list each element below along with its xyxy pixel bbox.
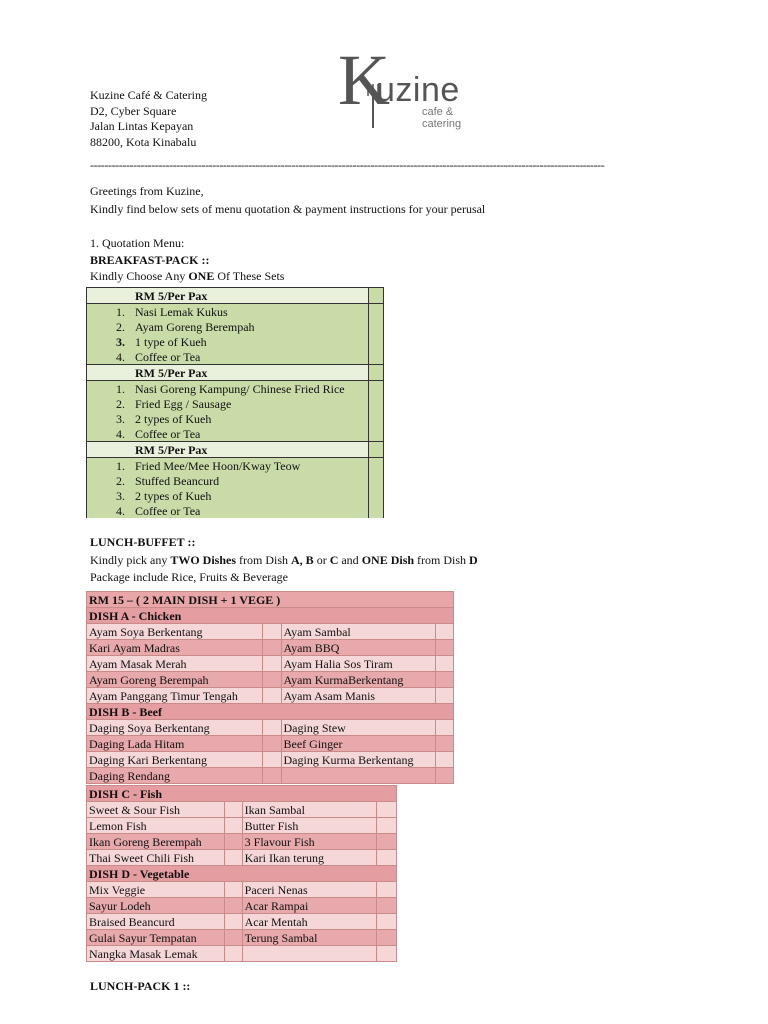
dish-item: Ayam Sambal (281, 624, 435, 640)
dish-item: Acar Rampai (242, 898, 377, 914)
dish-item: Thai Sweet Chili Fish (87, 850, 225, 866)
instruction-text: from Dish (414, 553, 470, 567)
item-number: 1. (116, 304, 125, 319)
menu-item (87, 426, 369, 442)
buffet-price-header: RM 15 – ( 2 MAIN DISH + 1 VEGE ) (87, 592, 454, 608)
lunch-buffet-instruction (90, 552, 478, 568)
instruction-text: Kindly Choose Any (90, 269, 189, 283)
empty-cell (435, 752, 453, 768)
side-cell (369, 503, 384, 518)
instruction-emphasis: TWO Dishes (170, 553, 237, 567)
menu-item (87, 396, 369, 411)
address-line: Jalan Lintas Kepayan (90, 119, 194, 133)
dish-item: Kari Ayam Madras (87, 640, 263, 656)
side-cell (369, 396, 384, 411)
instruction-text: Kindly pick any (90, 553, 171, 567)
dish-item: Ikan Goreng Berempah (87, 834, 225, 850)
empty-cell (263, 688, 281, 704)
empty-cell (263, 656, 281, 672)
menu-item (87, 473, 369, 488)
dish-item: Ayam Halia Sos Tiram (281, 656, 435, 672)
greeting-text: Greetings from Kuzine, (90, 184, 204, 198)
address-line: 88200, Kota Kinabalu (90, 134, 197, 149)
empty-cell (377, 914, 397, 930)
empty-cell (263, 640, 281, 656)
item-number: 3. (116, 334, 125, 349)
empty-cell (435, 656, 453, 672)
side-cell (369, 426, 384, 442)
empty-cell (377, 802, 397, 818)
dish-item: Nangka Masak Lemak (87, 946, 225, 962)
instruction-emphasis: A, B (291, 553, 314, 567)
dish-item: Ayam Goreng Berempah (87, 672, 263, 688)
dish-item: Gulai Sayur Tempatan (87, 930, 225, 946)
dish-item: 3 Flavour Fish (242, 834, 377, 850)
breakfast-table (86, 287, 384, 518)
item-text: Nasi Goreng Kampung/ Chinese Fried Rice (135, 381, 345, 396)
menu-item (87, 381, 369, 397)
dish-item: Ayam Asam Manis (281, 688, 435, 704)
instruction-text: from Dish (236, 553, 292, 567)
side-cell (369, 458, 384, 474)
empty-cell (263, 672, 281, 688)
side-cell (369, 319, 384, 334)
dish-item (281, 768, 435, 784)
address-line: Kuzine Café & Catering (90, 88, 207, 102)
empty-cell (377, 834, 397, 850)
empty-cell (377, 930, 397, 946)
set-price: RM 5/Per Pax (87, 442, 369, 458)
dish-item: Daging Stew (281, 720, 435, 736)
menu-item (87, 304, 369, 320)
set-price: RM 5/Per Pax (87, 365, 369, 381)
empty-cell (435, 672, 453, 688)
item-text: Coffee or Tea (135, 426, 201, 441)
dish-item: Paceri Nenas (242, 882, 377, 898)
instruction-emphasis: ONE (188, 269, 215, 283)
set-price: RM 5/Per Pax (87, 288, 369, 304)
item-text: 2 types of Kueh (135, 488, 212, 503)
dish-item: Daging Rendang (87, 768, 263, 784)
item-text: 1 type of Kueh (135, 334, 207, 349)
dish-item: Butter Fish (242, 818, 377, 834)
menu-item (87, 488, 369, 503)
side-cell (369, 349, 384, 365)
item-number: 4. (116, 503, 125, 518)
item-number: 2. (116, 319, 125, 334)
dish-item: Daging Lada Hitam (87, 736, 263, 752)
item-text: Ayam Goreng Berempah (135, 319, 255, 334)
empty-cell (377, 882, 397, 898)
instruction-emphasis: C (329, 553, 339, 567)
item-text: 2 types of Kueh (135, 411, 212, 426)
instruction-text: Of These Sets (214, 269, 285, 283)
item-text: Stuffed Beancurd (135, 473, 220, 488)
kuzine-logo (338, 40, 478, 130)
item-number: 2. (116, 473, 125, 488)
item-number: 1. (116, 381, 125, 396)
empty-cell (377, 946, 397, 962)
logo-tagline: cafe & catering (422, 106, 462, 130)
item-text: Coffee or Tea (135, 349, 201, 364)
empty-cell (263, 624, 281, 640)
item-text: Fried Mee/Mee Hoon/Kway Teow (135, 458, 301, 473)
dish-item: Sayur Lodeh (87, 898, 225, 914)
dish-item: Acar Mentah (242, 914, 377, 930)
dish-item: Mix Veggie (87, 882, 225, 898)
dish-item: Ayam BBQ (281, 640, 435, 656)
empty-cell (224, 946, 242, 962)
menu-item (87, 334, 369, 349)
empty-cell (263, 720, 281, 736)
item-text: Fried Egg / Sausage (135, 396, 232, 411)
dish-b-title: DISH B - Beef (87, 704, 454, 720)
side-cell (369, 381, 384, 397)
dish-item: Lemon Fish (87, 818, 225, 834)
item-number: 3. (116, 411, 125, 426)
empty-cell (224, 818, 242, 834)
intro-text: Kindly find below sets of menu quotation & payment instructions for your perusal (90, 202, 486, 216)
empty-cell (263, 736, 281, 752)
side-cell (369, 365, 384, 381)
empty-cell (224, 802, 242, 818)
menu-item (87, 319, 369, 334)
divider-line: ----------------------------------------------------------------------------------------------------------------------------------------------- (90, 158, 605, 172)
menu-item (87, 458, 369, 474)
address-line: D2, Cyber Square (90, 103, 177, 118)
empty-cell (435, 720, 453, 736)
menu-item (87, 411, 369, 426)
breakfast-title: BREAKFAST-PACK :: (90, 253, 210, 267)
logo-brand: uzine (376, 71, 460, 109)
menu-item (87, 349, 369, 365)
dish-item: Terung Sambal (242, 930, 377, 946)
lunch-table-fish-vege (86, 785, 397, 962)
dish-item: Daging Kari Berkentang (87, 752, 263, 768)
empty-cell (435, 624, 453, 640)
dish-item: Kari Ikan terung (242, 850, 377, 866)
empty-cell (224, 914, 242, 930)
item-text: Coffee or Tea (135, 503, 201, 518)
empty-cell (224, 898, 242, 914)
dish-c-title: DISH C - Fish (87, 786, 397, 802)
dish-item: Daging Kurma Berkentang (281, 752, 435, 768)
quotation-heading: 1. Quotation Menu: (90, 236, 185, 250)
dish-item: Ayam Masak Merah (87, 656, 263, 672)
dish-item: Ayam Soya Berkentang (87, 624, 263, 640)
dish-item: Ayam Panggang Timur Tengah (87, 688, 263, 704)
empty-cell (377, 898, 397, 914)
logo-letter: K (338, 40, 390, 120)
empty-cell (224, 834, 242, 850)
empty-cell (377, 818, 397, 834)
instruction-emphasis: ONE Dish (361, 553, 415, 567)
dish-item (242, 946, 377, 962)
side-cell (369, 442, 384, 458)
item-number: 2. (116, 396, 125, 411)
side-cell (369, 334, 384, 349)
item-number: 4. (116, 349, 125, 364)
empty-cell (224, 850, 242, 866)
empty-cell (435, 768, 453, 784)
dish-item: Braised Beancurd (87, 914, 225, 930)
empty-cell (435, 688, 453, 704)
dish-item: Beef Ginger (281, 736, 435, 752)
empty-cell (435, 640, 453, 656)
empty-cell (263, 752, 281, 768)
lunch-table-meat (86, 591, 454, 784)
side-cell (369, 488, 384, 503)
item-number: 3. (116, 488, 125, 503)
package-note: Package include Rice, Fruits & Beverage (90, 570, 288, 584)
empty-cell (224, 930, 242, 946)
side-cell (369, 411, 384, 426)
side-cell (369, 473, 384, 488)
dish-a-title: DISH A - Chicken (87, 608, 454, 624)
dish-item: Sweet & Sour Fish (87, 802, 225, 818)
empty-cell (224, 882, 242, 898)
item-text: Nasi Lemak Kukus (135, 304, 228, 319)
dish-item: Ayam KurmaBerkentang (281, 672, 435, 688)
address-block (90, 88, 207, 150)
lunch-buffet-title: LUNCH-BUFFET :: (90, 535, 196, 549)
item-number: 4. (116, 426, 125, 441)
empty-cell (263, 768, 281, 784)
empty-cell (377, 850, 397, 866)
empty-cell (435, 736, 453, 752)
lunch-pack-title: LUNCH-PACK 1 :: (90, 979, 191, 993)
breakfast-instruction (90, 268, 284, 284)
dish-item: Daging Soya Berkentang (87, 720, 263, 736)
item-number: 1. (116, 458, 125, 473)
instruction-emphasis: D (469, 553, 478, 567)
dish-d-title: DISH D - Vegetable (87, 866, 397, 882)
instruction-text: and (338, 553, 362, 567)
side-cell (369, 288, 384, 304)
menu-item (87, 503, 369, 518)
instruction-text: or (313, 553, 330, 567)
dish-item: Ikan Sambal (242, 802, 377, 818)
side-cell (369, 304, 384, 320)
